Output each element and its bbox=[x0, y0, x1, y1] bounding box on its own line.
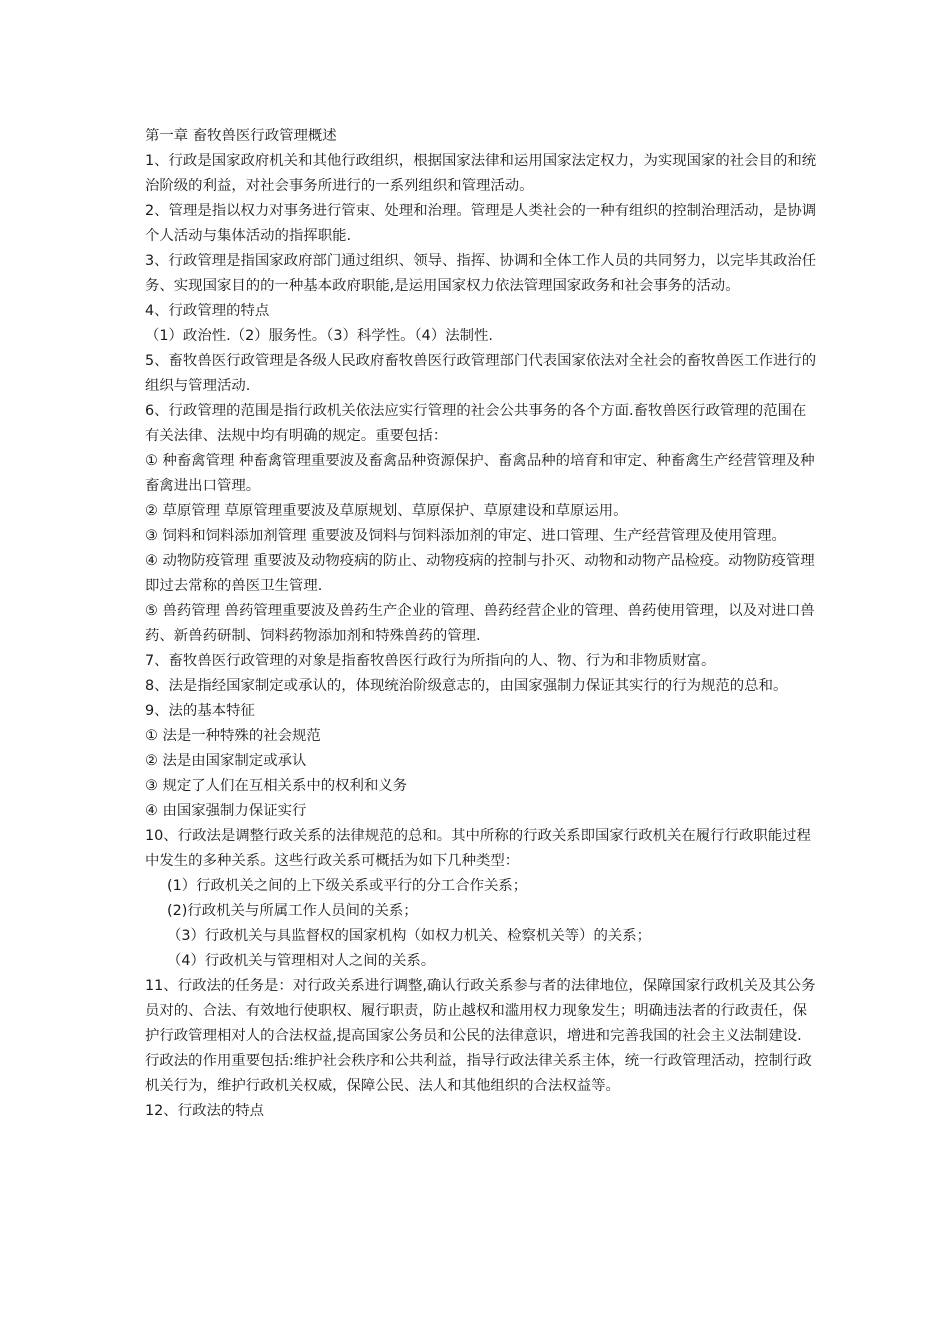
list-item: （1）政治性.（2）服务性。（3）科学性。（4）法制性. bbox=[145, 328, 493, 344]
paragraph-10: 10、行政法是调整行政关系的法律规范的总和。其中所称的行政关系即国家行政机关在履行行政职能过程中发生的多种关系。这些行政关系可概括为如下几种类型： bbox=[145, 828, 811, 869]
list-item: (1）行政机关之间的上下级关系或平行的分工合作关系； bbox=[167, 878, 528, 894]
list-item: ③ 饲料和饲料添加剂管理 重要波及饲料与饲料添加剂的审定、进口管理、生产经营管理及使用管理。 bbox=[145, 528, 786, 544]
list-item: ④ 由国家强制力保证实行 bbox=[145, 803, 307, 819]
paragraph-5: 5、畜牧兽医行政管理是各级人民政府畜牧兽医行政管理部门代表国家依法对全社会的畜牧兽医工作进行的组织与管理活动. bbox=[145, 353, 817, 394]
heading-12: 12、行政法的特点 bbox=[145, 1103, 265, 1119]
heading-4: 4、行政管理的特点 bbox=[145, 303, 270, 319]
list-item: ② 法是由国家制定或承认 bbox=[145, 753, 307, 769]
paragraph-7: 7、畜牧兽医行政管理的对象是指畜牧兽医行政行为所指向的人、物、行为和非物质财富。 bbox=[145, 653, 716, 669]
list-item: ⑤ 兽药管理 兽药管理重要波及兽药生产企业的管理、兽药经营企业的管理、兽药使用管理，以及对进口兽药、新兽药研制、饲料药物添加剂和特殊兽药的管理. bbox=[145, 603, 815, 644]
list-item: ④ 动物防疫管理 重要波及动物疫病的防止、动物疫病的控制与扑灭、动物和动物产品检疫。动物防疫管理即过去常称的兽医卫生管理. bbox=[145, 553, 815, 594]
paragraph-2: 2、管理是指以权力对事务进行管束、处理和治理。管理是人类社会的一种有组织的控制治理活动，是协调个人活动与集体活动的指挥职能. bbox=[145, 203, 817, 244]
list-item: (2)行政机关与所属工作人员间的关系； bbox=[167, 903, 418, 919]
paragraph-3: 3、行政管理是指国家政府部门通过组织、领导、指挥、协调和全体工作人员的共同努力，以完毕其政治任务、实现国家目的的一种基本政府职能,是运用国家权力依法管理国家政务和社会事务的活动。 bbox=[145, 253, 817, 294]
list-item: ② 草原管理 草原管理重要波及草原规划、草原保护、草原建设和草原运用。 bbox=[145, 503, 628, 519]
list-item: （3）行政机关与具监督权的国家机构（如权力机关、检察机关等）的关系； bbox=[167, 928, 652, 944]
list-item: ① 法是一种特殊的社会规范 bbox=[145, 728, 321, 744]
paragraph-11b: 行政法的作用重要包括:维护社会秩序和公共利益，指导行政法律关系主体，统一行政管理活动，控制行政机关行为，维护行政机关权威，保障公民、法人和其他组织的合法权益等。 bbox=[145, 1053, 812, 1094]
heading-9: 9、法的基本特征 bbox=[145, 703, 255, 719]
paragraph-8: 8、法是指经国家制定或承认的，体现统治阶级意志的，由国家强制力保证其实行的行为规范的总和。 bbox=[145, 678, 788, 694]
list-item: ① 种畜禽管理 种畜禽管理重要波及畜禽品种资源保护、畜禽品种的培育和审定、种畜禽生产经营管理及种畜禽进出口管理。 bbox=[145, 453, 815, 494]
document-body bbox=[145, 124, 817, 1124]
paragraph-1: 1、行政是国家政府机关和其他行政组织，根据国家法律和运用国家法定权力，为实现国家的社会目的和统治阶级的利益，对社会事务所进行的一系列组织和管理活动。 bbox=[145, 153, 817, 194]
paragraph-6: 6、行政管理的范围是指行政机关依法应实行管理的社会公共事务的各个方面.畜牧兽医行政管理的范围在有关法律、法规中均有明确的规定。重要包括： bbox=[145, 403, 807, 444]
chapter-title: 第一章 畜牧兽医行政管理概述 bbox=[145, 128, 337, 144]
list-item: （4）行政机关与管理相对人之间的关系。 bbox=[167, 953, 436, 969]
paragraph-11: 11、行政法的任务是：对行政关系进行调整,确认行政关系参与者的法律地位，保障国家行政机关及其公务员对的、合法、有效地行使职权、履行职责，防止越权和滥用权力现象发生；明确违法者的行政责任，保护行政管理相对人的合法权益,提高国家公务员和公民的法律意识，增进和完善我国的社会主义法制建设. bbox=[145, 978, 816, 1044]
list-item: ③ 规定了人们在互相关系中的权利和义务 bbox=[145, 778, 408, 794]
